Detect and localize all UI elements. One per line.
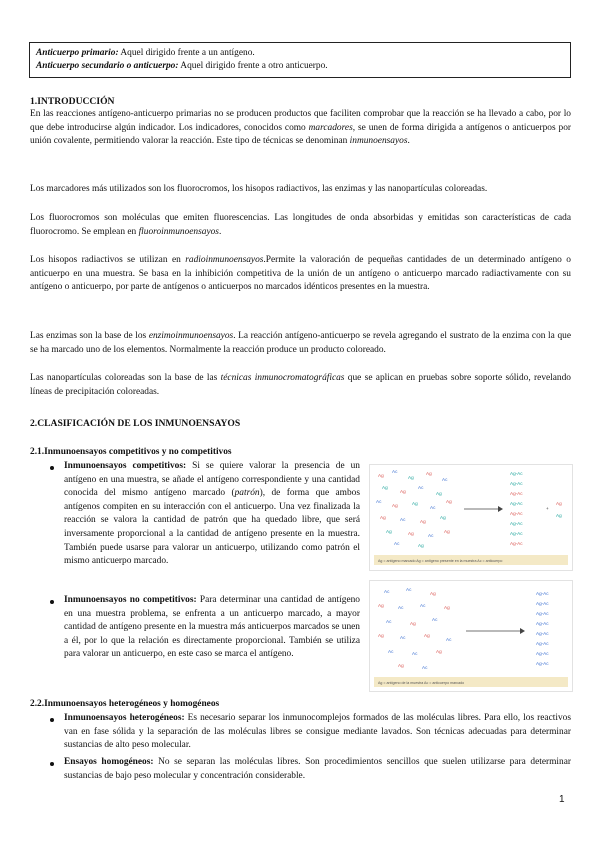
- competitive-assay-diagram: [370, 465, 572, 570]
- secondary-antibody-definition: [36, 60, 564, 73]
- subsection-2-1-heading: 2.1.Inmunoensayos competitivos y no competitivos: [30, 447, 232, 457]
- fig2-label: Ac: [446, 637, 452, 642]
- fig2-complex: Ag-Ac: [536, 601, 549, 606]
- fig1-label: Ac: [442, 477, 448, 482]
- fig2-label: Ag: [436, 649, 442, 654]
- p3-text-b: .: [218, 226, 222, 237]
- fig2-complex: Ag-Ac: [536, 621, 549, 626]
- fig2-complex: Ag-Ac: [536, 591, 549, 596]
- homogeneous-text: No se separan las moléculas libres. Son procedimientos sencillos que suelen utilizarse para determinar sustancias de bajo peso molecular y concentración considerable.: [64, 757, 572, 781]
- fig1-label: Ac: [430, 505, 436, 510]
- fig1-complex: Ag-Ac: [510, 511, 523, 516]
- fig1-caption: Ag = antígeno marcado Ag = antígeno presente en la muestra Ac = anticuerpo: [378, 559, 503, 563]
- competitive-text-a: Si se quiere valorar la presencia de un antígeno en una muestra, se añade el antígeno correspondiente y una cantidad conocida del mismo antígeno marcado (: [64, 461, 360, 499]
- fig1-label: Ag: [446, 499, 452, 504]
- noncompetitive-immunoassays-item: [64, 594, 360, 662]
- fig1-label: Ac: [428, 533, 434, 538]
- fig2-complex: Ag-Ac: [536, 651, 549, 656]
- heterogeneous-text: Es necesario separar los inmunocomplejos formados de las moléculas libres. Para ello, los reactivos van en fase sólida y la separación de las moléculas libres se consigue mediante lavados. Son técnicas adecuadas para determinar sustancias de alto peso molecular.: [64, 713, 571, 751]
- fig2-label: Ac: [406, 587, 412, 592]
- fig1-label: Ac: [418, 485, 424, 490]
- fig2-label: Ac: [412, 651, 418, 656]
- secondary-antibody-label: Anticuerpo secundario o anticuerpo:: [36, 61, 179, 71]
- p5-emphasis: enzimoinmunoensayos: [148, 331, 234, 341]
- competitive-immunoassays-item: [64, 460, 360, 569]
- fig1-complex: Ag-Ac: [510, 531, 523, 536]
- intro-paragraph-2: Los marcadores más utilizados son los fluorocromos, los hisopos radiactivos, las enzimas y las nanopartículas coloreadas.: [30, 184, 488, 194]
- homogeneous-lead: Ensayos homogéneos:: [64, 757, 154, 767]
- fig1-complex: Ag-Ac: [510, 521, 523, 526]
- fig2-complex: Ag-Ac: [536, 611, 549, 616]
- p6-text-b: que se aplican en pruebas sobre soporte sólido, revelando líneas de precipitación coloreadas.: [30, 373, 571, 397]
- fig2-label: Ac: [386, 619, 392, 624]
- p6-emphasis: técnicas inmunocromatográficas: [220, 373, 345, 383]
- competitive-emphasis: patrón: [234, 488, 260, 499]
- fig1-label: Ag: [386, 529, 392, 534]
- p6-text-a: Las nanopartículas coloreadas son la base de las: [30, 373, 221, 383]
- p1-text-a: En las reacciones antígeno-anticuerpo primarias no se producen productos que faciliten comprobar que la reacción se ha llevado a cabo, por lo que debe introducirse algún indicador. Los indicadores, conocidos como: [30, 109, 571, 133]
- p1-text-c: .: [407, 136, 410, 147]
- fig1-complex: Ag-Ac: [510, 541, 523, 546]
- heterogeneous-immunoassays-item: [64, 712, 571, 753]
- fig2-label: Ac: [384, 589, 390, 594]
- fig2-complex: Ag-Ac: [536, 661, 549, 666]
- fig2-label: Ag: [424, 633, 430, 638]
- fig1-label: Ag: [392, 503, 398, 508]
- fig1-label: Ac: [392, 469, 398, 474]
- fig2-caption: Ag = antígeno de la muestra Ac = anticuerpo marcado: [378, 681, 465, 685]
- fig1-label: Ag: [408, 531, 414, 536]
- intro-paragraph-6: [30, 372, 571, 399]
- p1-text-b: , se unen de forma dirigida a antígenos o anticuerpos por unión covalente, permitiendo valorar la reacción. Este tipo de técnicas se denominan: [30, 122, 571, 147]
- fig2-arrowhead: [520, 628, 525, 634]
- fig1-label: Ag: [378, 473, 384, 478]
- competitive-assay-figure: [369, 464, 573, 571]
- fig2-complex: Ag-Ac: [536, 631, 549, 636]
- primary-antibody-label: Anticuerpo primario:: [36, 48, 119, 58]
- intro-paragraph-1: [30, 108, 571, 149]
- noncompetitive-lead: Inmunoensayos no competitivos:: [64, 595, 197, 605]
- p3-text-a: Los fluorocromos son moléculas que emiten fluorescencias. Las longitudes de onda absorbidas y emitidas son características de cada fluorocromo. Se emplean en: [30, 213, 571, 237]
- fig2-label: Ag: [410, 621, 416, 626]
- fig2-label: Ac: [422, 665, 428, 670]
- competitive-lead: Inmunoensayos competitivos:: [64, 461, 187, 471]
- fig1-label: Ag: [412, 501, 418, 506]
- homogeneous-assays-item: [64, 756, 571, 783]
- fig2-label: Ag: [378, 633, 384, 638]
- fig1-label: Ac: [394, 541, 400, 546]
- fig1-label: Ac: [376, 499, 382, 504]
- fig2-label: Ac: [388, 649, 394, 654]
- p4-text-a: Los hisopos radiactivos se utilizan en: [30, 255, 186, 265]
- primary-antibody-definition: [36, 47, 564, 60]
- fig1-label: Ag: [408, 475, 414, 480]
- subsection-2-2-heading: 2.2.Inmunoensayos heterogéneos y homogéneos: [30, 699, 220, 709]
- noncompetitive-assay-diagram: [370, 581, 572, 691]
- fig2-complex: Ag-Ac: [536, 641, 549, 646]
- intro-paragraph-5: [30, 330, 571, 357]
- fig1-label: Ag: [440, 515, 446, 520]
- classification-heading: 2.CLASIFICACIÓN DE LOS INMUNOENSAYOS: [30, 418, 241, 429]
- bullet-dot: [50, 718, 54, 722]
- noncompetitive-text: Para determinar una cantidad de antígeno en una muestra problema, se enfrenta a un anticuerpo marcado, a mayor cantidad de antígeno presente en la muestra más anticuerpos marcados se unen a él, por lo que la relación es directamente proporcional. También se utiliza para valorar un anticuerpo, en este caso se marca el antígeno.: [64, 595, 360, 660]
- p4-text-b: .Permite la valoración de pequeñas cantidades de un determinado antígeno o anticuerpo en una muestra. Se basa en la inhibición competitiva de la unión de un antígeno o anticuerpo marcado radiactivamente con su antígeno o anticuerpo, por parte de antígenos o anticuerpos no marcados idénticos presentes en la muestra.: [30, 255, 571, 293]
- fig1-label: Ac: [400, 517, 406, 522]
- fig1-complex: Ag-Ac: [510, 471, 523, 476]
- fig2-label: Ac: [400, 635, 406, 640]
- fig1-label: Ag: [436, 491, 442, 496]
- fig1-complex: Ag-Ac: [510, 481, 523, 486]
- fig1-label: Ag: [420, 519, 426, 524]
- fig1-complex: Ag-Ac: [510, 491, 523, 496]
- fig1-complex: Ag-Ac: [510, 501, 523, 506]
- fig2-label: Ac: [420, 603, 426, 608]
- p4-emphasis: radioinmunoensayos: [185, 255, 264, 265]
- fig2-label: Ag: [430, 591, 436, 596]
- fig1-label: Ag: [444, 529, 450, 534]
- page-number: 1: [559, 794, 565, 805]
- intro-paragraph-3: [30, 212, 571, 239]
- fig2-label: Ag: [378, 603, 384, 608]
- p5-text-b: . La reacción antígeno-anticuerpo se revela agregando el sustrato de la enzima con la que se ha marcado uno de los elementos. Normalmente la reacción produce un producto coloreado.: [30, 331, 571, 355]
- fig2-label: Ac: [432, 617, 438, 622]
- fig1-label: Ag: [382, 485, 388, 490]
- fig2-label: Ac: [398, 605, 404, 610]
- fig2-label: Ag: [398, 663, 404, 668]
- fig1-arrowhead: [498, 506, 503, 512]
- primary-antibody-text: Aquel dirigido frente a un antígeno.: [118, 48, 255, 58]
- bullet-dot: [50, 466, 54, 470]
- p1-emphasis-immunoassays: inmunoensayos: [349, 136, 408, 147]
- secondary-antibody-text: Aquel dirigido frente a otro anticuerpo.: [178, 61, 328, 71]
- fig1-free: Ag: [556, 513, 562, 518]
- fig1-label: Ag: [400, 489, 406, 494]
- p5-text-a: Las enzimas son la base de los: [30, 331, 149, 341]
- p1-emphasis-markers: marcadores: [308, 122, 353, 133]
- fig1-label: Ag: [380, 515, 386, 520]
- bullet-dot: [50, 762, 54, 766]
- fig2-label: Ag: [444, 605, 450, 610]
- heterogeneous-lead: Inmunoensayos heterogéneos:: [64, 713, 185, 723]
- noncompetitive-assay-figure: [369, 580, 573, 692]
- fig1-plus: +: [546, 506, 549, 511]
- fig1-label: Ag: [418, 543, 424, 548]
- competitive-text-b: ), de forma que ambos antígenos compiten en su interacción con el anticuerpo. Una vez finalizada la reacción se valora la cantidad de patrón que ha quedado libre, que será inversamente proporcional a la cantidad de antígeno presente en la muestra. También puede usarse para valorar un anticuerpo, utilizando como patrón el mismo anticuerpo marcado.: [64, 488, 360, 567]
- intro-paragraph-4: [30, 254, 571, 295]
- p3-emphasis: fluoroinmunoensayos: [138, 226, 219, 237]
- intro-heading: 1.INTRODUCCIÓN: [30, 96, 115, 107]
- fig1-free: Ag: [556, 501, 562, 506]
- fig1-label: Ag: [426, 471, 432, 476]
- bullet-dot: [50, 600, 54, 604]
- definitions-box: [29, 42, 571, 78]
